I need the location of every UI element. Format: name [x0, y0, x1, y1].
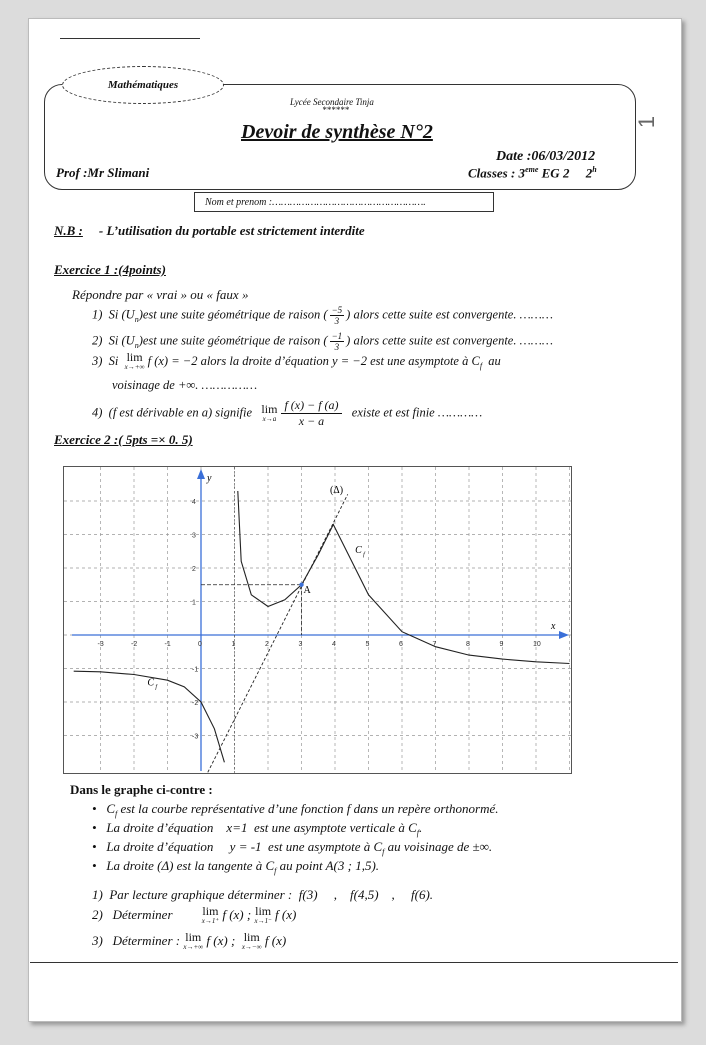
- ex2-bullet-2: • La droite d’équation x=1 est une asymptote verticale à $C_f$.: [92, 820, 423, 838]
- x-tick-label: 4: [332, 641, 336, 648]
- y-axis-label: y: [207, 473, 212, 484]
- y-tick-label: -1: [192, 666, 199, 674]
- graph-svg: [64, 467, 571, 773]
- ex1-question-3: 3) Si lim x→+∞ f (x) = −2 alors la droite d’équation y = −2 est une asymptote à $C_f$ au: [92, 350, 501, 371]
- x-tick-label: 10: [533, 641, 541, 648]
- x-axis-arrow: [559, 631, 569, 639]
- name-field: Nom et prenom :…………………………………………….: [194, 192, 494, 212]
- school-name: Lycée Secondaire Tinja: [290, 97, 374, 107]
- x-tick-label: -1: [164, 641, 171, 648]
- y-tick-label: 4: [192, 499, 196, 506]
- ex2-question-3: 3) Déterminer : lim x→+∞ f (x) ; lim x→−∞ f (x): [92, 930, 287, 951]
- x-tick-label: 0: [198, 641, 202, 648]
- ex2-intro: Dans le graphe ci-contre :: [70, 782, 213, 797]
- y-tick-label: 2: [192, 566, 196, 573]
- y-axis-arrow: [197, 469, 205, 479]
- x-tick-label: 2: [265, 641, 269, 648]
- exam-title: Devoir de synthèse N°2: [241, 121, 433, 143]
- y-tick-label: 1: [192, 599, 196, 607]
- x-tick-label: 5: [365, 641, 370, 648]
- curve-label-left-sub: f: [155, 684, 158, 691]
- x-axis-label: x: [551, 621, 556, 632]
- teacher-name: Prof :Mr Slimani: [56, 165, 150, 180]
- page-number: 1: [634, 113, 660, 129]
- ex2-question-2: 2) Déterminer lim x→1⁺ f (x) ; lim x→1⁻ f (x): [92, 904, 297, 925]
- top-rule: [60, 38, 200, 39]
- function-graph: [63, 466, 572, 774]
- curve-label-right: C: [355, 544, 362, 556]
- x-tick-label: -2: [131, 641, 138, 648]
- x-tick-label: 1: [231, 641, 236, 648]
- ex2-bullet-3: • La droite d’équation y = -1 est une asymptote à $C_f$ au voisinage de ±∞.: [92, 839, 493, 857]
- exercise1-instruction: Répondre par « vrai » ou « faux »: [72, 287, 249, 302]
- x-tick-label: 8: [466, 641, 470, 648]
- tangent-line: [194, 494, 347, 773]
- point-a-label: A: [303, 584, 311, 596]
- x-tick-label: 6: [399, 641, 403, 648]
- exercise2-title: Exercice 2 :( 5pts =× 0. 5): [54, 432, 193, 447]
- ex2-bullet-4: • La droite (Δ) est la tangente à $C_f$ au point A(3 ; 1,5).: [92, 858, 380, 876]
- y-tick-label: -3: [192, 733, 199, 741]
- nb-note: [54, 223, 365, 239]
- x-tick-label: 7: [432, 641, 437, 648]
- curve-label-left: C: [147, 677, 155, 689]
- ex1-question-2: 2) Si $(U_n)est$ une suite géométrique de raison ( $\frac{-1}{3}$ ) alors cette suite est convergente. ………: [92, 331, 553, 352]
- ex1-question-4: 4) (f est dérivable en a) signifie lim x→a $\frac{f (x) - f (a)}{x - a}$ existe et est finie …………: [92, 398, 483, 428]
- ex1-question-3-cont: voisinage de +∞. ……………: [112, 378, 258, 392]
- curve-label-right-sub: f: [363, 551, 365, 558]
- classes-info: Classes : 3eme EG 2 2$^h$: [468, 165, 597, 181]
- exercise1-title: Exercice 1 :(4points): [54, 262, 166, 277]
- school-stars: ******: [322, 105, 349, 115]
- x-tick-label: 3: [298, 641, 303, 648]
- ex2-bullet-1: • $C_f$ est la courbe représentative d’une fonction f dans un repère orthonormé.: [92, 801, 499, 819]
- y-tick-label: -2: [192, 700, 199, 707]
- subject-oval: [62, 66, 224, 104]
- bottom-rule: [30, 962, 678, 963]
- curve-branch-2: [238, 491, 570, 664]
- ex2-question-1: 1) Par lecture graphique déterminer : f(3) , f(4,5) , f(6).: [92, 887, 434, 902]
- ex1-question-1: 1) Si $(U_n)est$ une suite géométrique de raison ( $\frac{-5}{3}$ ) alors cette suite est convergente. ………: [92, 305, 553, 326]
- exam-date: Date :06/03/2012: [496, 149, 596, 164]
- y-tick-label: 3: [192, 532, 196, 540]
- subject-label: Mathématiques: [107, 79, 179, 91]
- nb-label: N.B :: [54, 223, 83, 238]
- nb-text: - L’utilisation du portable est strictement interdite: [98, 223, 365, 238]
- x-tick-label: -3: [97, 641, 104, 648]
- x-tick-label: 9: [499, 641, 504, 648]
- tangent-label: (Δ): [329, 484, 344, 496]
